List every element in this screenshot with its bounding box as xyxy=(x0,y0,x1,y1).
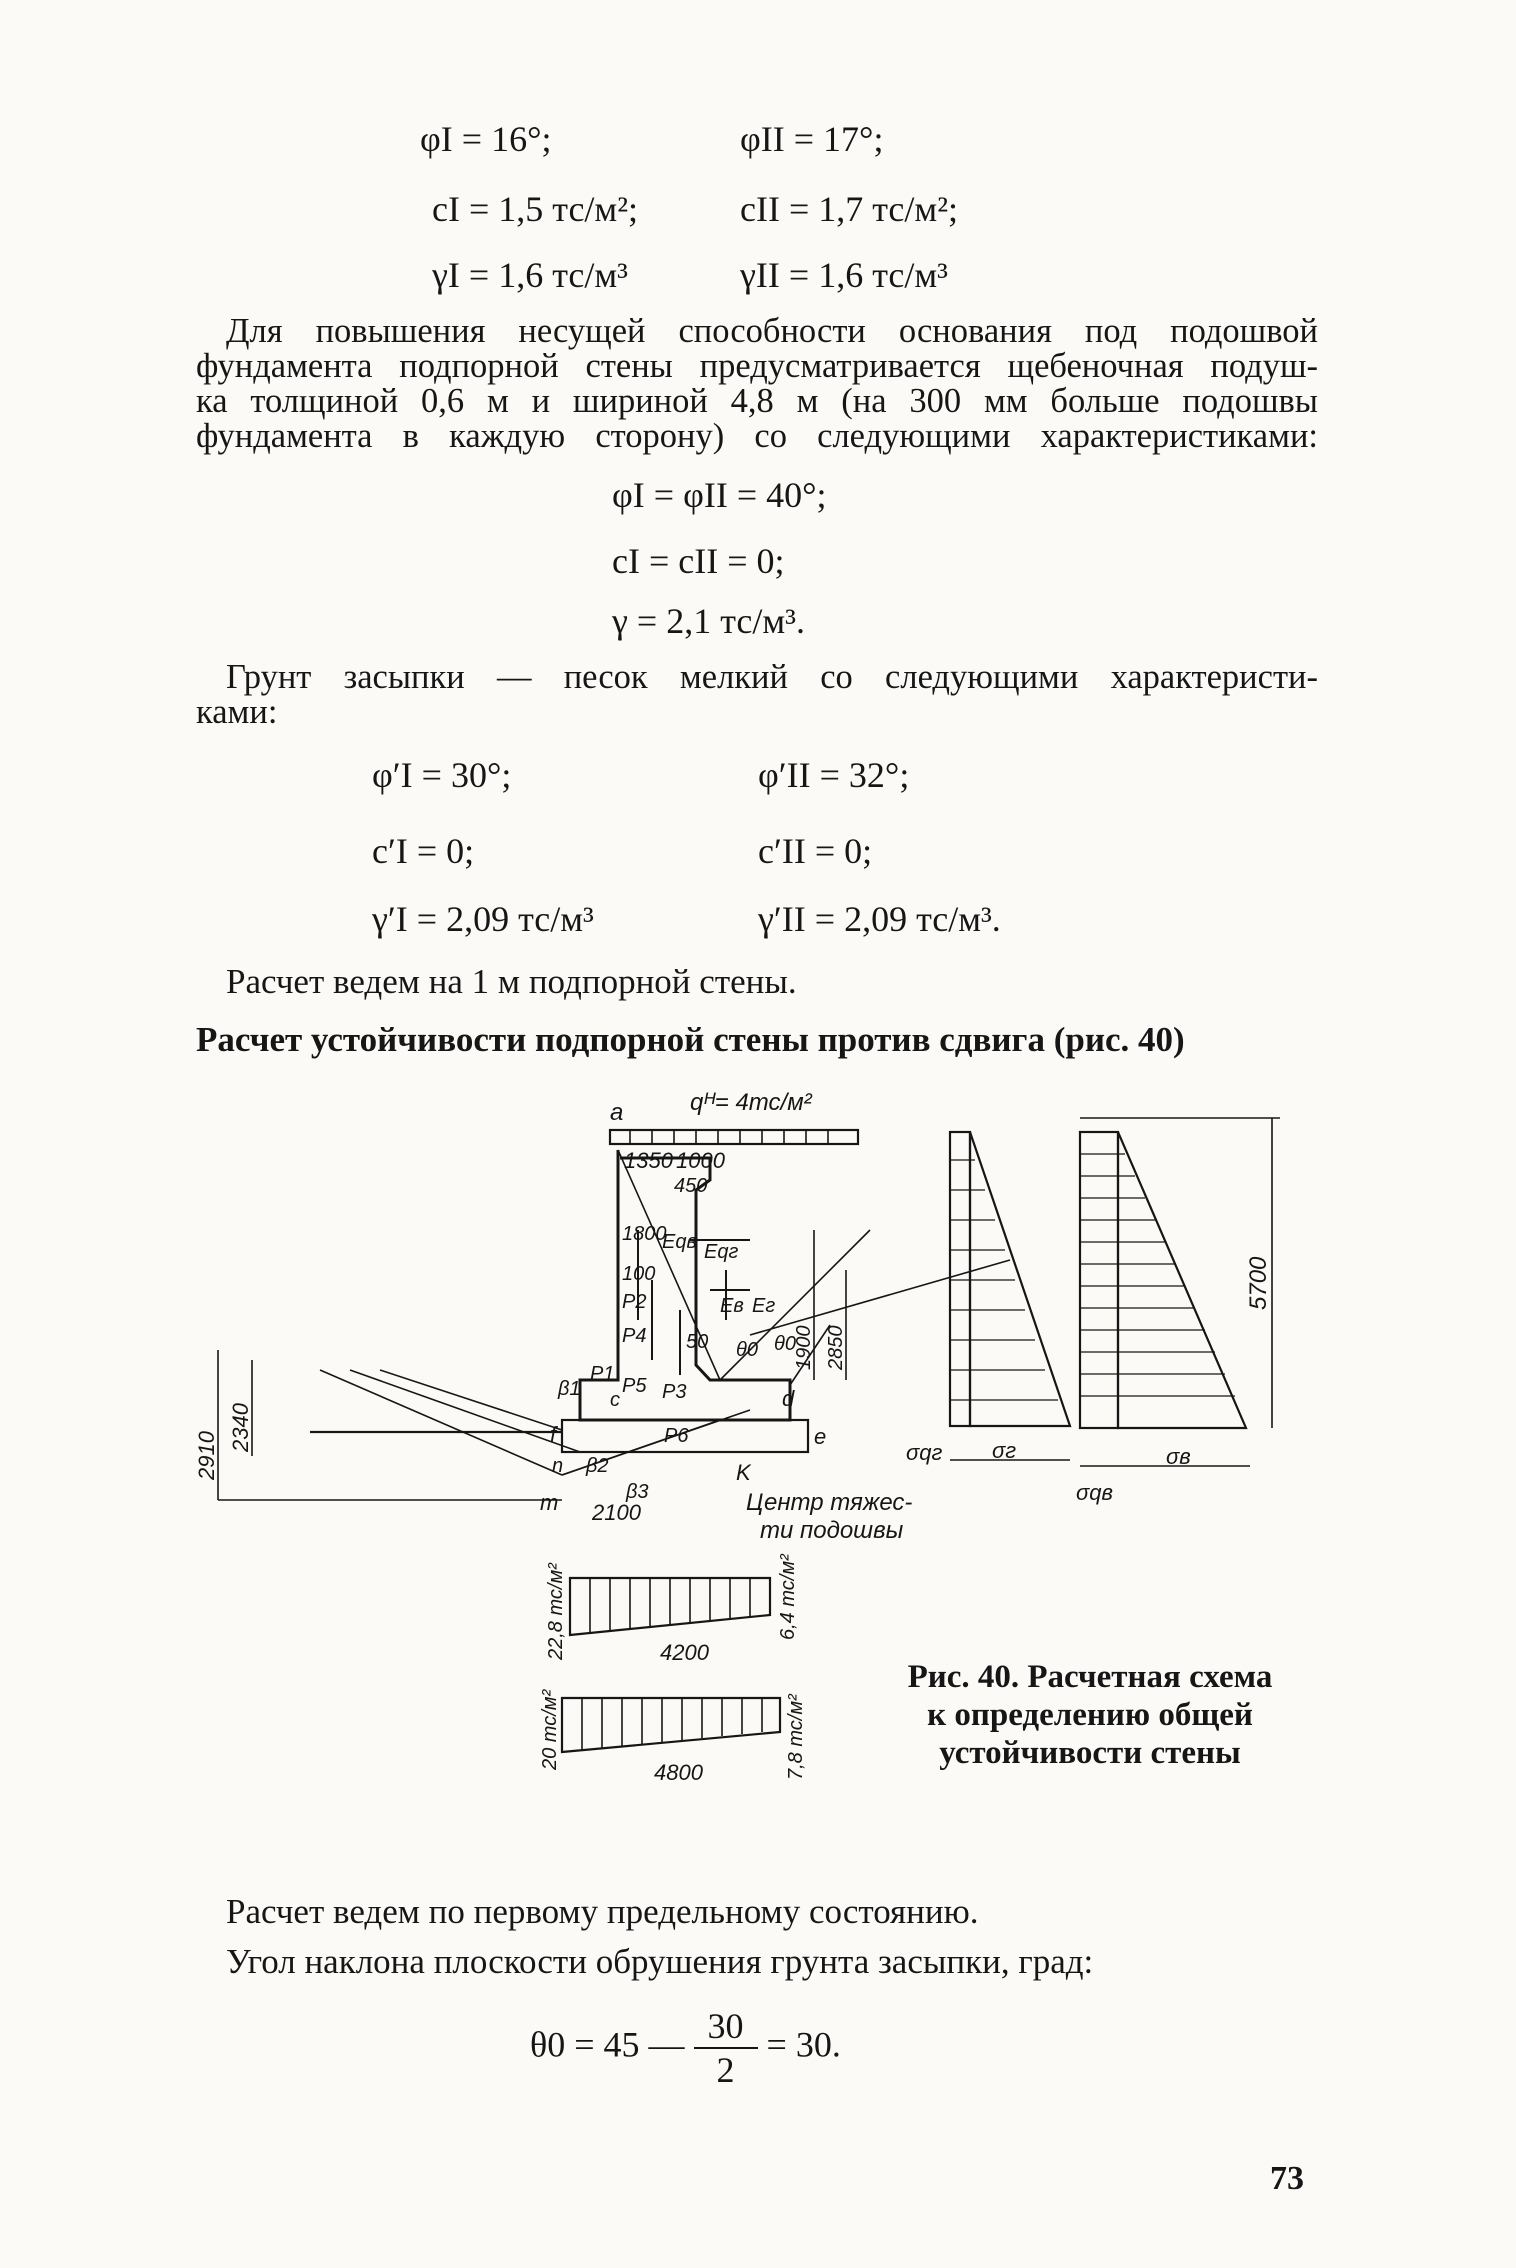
load-ticks xyxy=(630,1130,828,1144)
label-center-1: Центр тяжес- xyxy=(746,1489,913,1516)
paragraph-cushion xyxy=(196,314,1318,454)
label-k: K xyxy=(736,1460,751,1485)
dim-5700: 5700 xyxy=(1245,1256,1272,1310)
label-50: 50 xyxy=(686,1331,709,1353)
dim-2340: 2340 xyxy=(228,1403,253,1452)
pressure-hatch-2 xyxy=(1080,1154,1235,1396)
label-p6: P6 xyxy=(664,1425,689,1447)
dim-1350: 1350 xyxy=(624,1148,673,1173)
text-slip-angle: Угол наклона плоскости обрушения грунта засыпки, град: xyxy=(226,1942,1094,1981)
paragraph-line: Для повышения несущей способности основания под подошвой xyxy=(226,312,1318,350)
formula-theta-rhs: = 30. xyxy=(766,2024,841,2065)
label-m: m xyxy=(540,1490,559,1515)
base-epure-2 xyxy=(562,1698,780,1752)
formula-theta xyxy=(530,2005,841,2091)
label-e-horiz: Eг xyxy=(752,1295,776,1317)
slip-line xyxy=(380,1370,562,1430)
fraction-denominator: 2 xyxy=(716,2050,735,2090)
label-sigma-v: σв xyxy=(1166,1444,1191,1469)
fraction-numerator: 30 xyxy=(694,2005,758,2049)
dim-2850: 2850 xyxy=(825,1325,847,1370)
caption-line: устойчивости стены xyxy=(939,1735,1241,1771)
formula-gamma-2: γII = 1,6 тс/м³ xyxy=(740,255,948,295)
paragraph-line: фундамента в каждую сторону) со следующими характеристиками: xyxy=(196,417,1318,455)
label-e: e xyxy=(814,1424,827,1449)
label-p5: P5 xyxy=(622,1375,647,1397)
paragraph-backfill xyxy=(196,660,1318,730)
label-eq-horiz: Eqг xyxy=(704,1241,739,1263)
text-limit-state: Расчет ведем по первому предельному состоянию. xyxy=(226,1892,979,1931)
label-beta-2: β2 xyxy=(586,1455,609,1477)
label-theta-2: θ0 xyxy=(774,1333,796,1355)
text-calc-per-meter: Расчет ведем на 1 м подпорной стены. xyxy=(226,962,797,1001)
formula-phi-1: φI = 16°; xyxy=(420,119,552,159)
formula-backfill-gamma-2: γ′II = 2,09 тс/м³. xyxy=(758,899,1001,939)
label-theta: θ0 xyxy=(736,1339,758,1361)
label-pressure-7-8: 7,8 тс/м² xyxy=(785,1694,807,1780)
label-load: qᴴ= 4тс/м² xyxy=(690,1089,812,1116)
formula-c-1: cI = 1,5 тс/м²; xyxy=(432,189,638,229)
label-p3: P3 xyxy=(662,1381,687,1403)
dim-1900: 1900 xyxy=(793,1325,815,1370)
paragraph-line: ками: xyxy=(196,693,278,731)
dim-1000: 1000 xyxy=(676,1148,725,1173)
pressure-triangle-r xyxy=(970,1132,1070,1426)
formula-backfill-c-1: c′I = 0; xyxy=(372,831,475,871)
page-number: 73 xyxy=(1270,2160,1304,2197)
label-e-vert: Eв xyxy=(720,1295,744,1317)
pressure-hatch-1 xyxy=(950,1160,1058,1400)
dim-4800: 4800 xyxy=(654,1760,703,1785)
epure-hatch-1 xyxy=(590,1578,750,1633)
slip-line xyxy=(350,1370,580,1452)
section-heading: Расчет устойчивости подпорной стены против сдвига (рис. 40) xyxy=(196,1020,1185,1059)
label-p4: P4 xyxy=(622,1325,647,1347)
slip-line xyxy=(320,1370,562,1475)
caption-line: к определению общей xyxy=(927,1697,1253,1733)
formula-cushion-c: cI = cII = 0; xyxy=(612,541,785,581)
paragraph-line: ка толщиной 0,6 м и шириной 4,8 м (на 300 мм больше подошвы xyxy=(196,382,1318,420)
formula-backfill-phi-1: φ′I = 30°; xyxy=(372,755,512,795)
label-sigma-g: σг xyxy=(992,1438,1017,1463)
formula-theta-fraction xyxy=(694,2005,758,2091)
surcharge-load xyxy=(610,1130,858,1144)
dim-100: 100 xyxy=(622,1263,656,1285)
formula-c-2: cII = 1,7 тс/м²; xyxy=(740,189,958,229)
label-beta-1: β1 xyxy=(558,1378,581,1400)
formula-phi-2: φII = 17°; xyxy=(740,119,884,159)
label-pressure-20: 20 тс/м² xyxy=(539,1689,561,1770)
label-a: a xyxy=(610,1099,624,1126)
caption-line: Рис. 40. Расчетная схема xyxy=(907,1659,1273,1695)
label-c: c xyxy=(610,1389,620,1411)
formula-backfill-phi-2: φ′II = 32°; xyxy=(758,755,910,795)
paragraph-line: фундамента подпорной стены предусматривается щебеночная подуш- xyxy=(196,347,1318,385)
label-d: d xyxy=(782,1386,795,1411)
label-p1: P1 xyxy=(590,1363,615,1385)
label-sigma-qg: σqг xyxy=(906,1440,943,1465)
formula-cushion-phi: φI = φII = 40°; xyxy=(612,475,827,515)
dim-2100: 2100 xyxy=(592,1500,641,1525)
pressure-triangle-v xyxy=(1118,1132,1246,1428)
figure-caption xyxy=(880,1658,1300,1772)
paragraph-line: Грунт засыпки — песок мелкий со следующими характеристи- xyxy=(226,658,1318,696)
label-f: f xyxy=(550,1422,557,1447)
dim-2910: 2910 xyxy=(194,1431,219,1480)
formula-gamma-1: γI = 1,6 тс/м³ xyxy=(432,255,628,295)
formula-cushion-gamma: γ = 2,1 тс/м³. xyxy=(612,601,805,641)
formula-backfill-c-2: c′II = 0; xyxy=(758,831,873,871)
label-pressure-6-4: 6,4 тс/м² xyxy=(777,1554,799,1640)
label-beta-3: β3 xyxy=(626,1481,649,1503)
label-sigma-qv: σqв xyxy=(1076,1480,1113,1505)
label-pressure-22-8: 22,8 тс/м² xyxy=(545,1563,567,1660)
formula-backfill-gamma-1: γ′I = 2,09 тс/м³ xyxy=(372,899,594,939)
label-p2: P2 xyxy=(622,1291,647,1313)
pressure-strip-q xyxy=(950,1132,970,1426)
dim-450: 450 xyxy=(674,1175,708,1197)
formula-theta-lhs: θ0 = 45 — xyxy=(530,2024,685,2065)
dim-4200: 4200 xyxy=(660,1640,709,1665)
label-n: n xyxy=(552,1455,564,1477)
dim-1800: 1800 xyxy=(622,1223,667,1245)
label-center-2: ти подошвы xyxy=(760,1517,904,1544)
label-eq-vert: Eqв xyxy=(662,1231,697,1253)
